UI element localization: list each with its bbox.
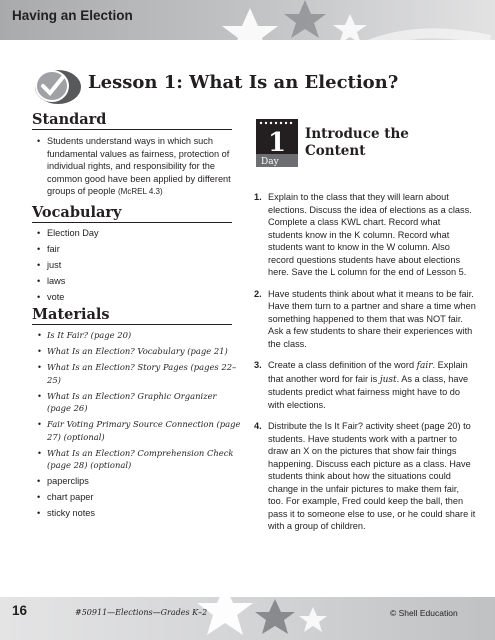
- steps-list: [254, 191, 476, 542]
- step-item: 2. Have students think about what it means to be fair. Have them turn to a partner and share a time when something happened to them that was NOT fair. Ask a few students to share their experiences with the class.: [254, 288, 476, 349]
- materials-list: [37, 329, 242, 523]
- list-item: • sticky notes: [37, 507, 242, 520]
- materials-rule: [32, 324, 232, 325]
- list-item: • Election Day: [37, 227, 232, 240]
- page-number: 16: [12, 603, 28, 618]
- list-item: • chart paper: [37, 491, 242, 504]
- day-title: Introduce the Content: [305, 126, 409, 159]
- vocabulary-list: [37, 227, 232, 307]
- list-item: • What Is an Election? Graphic Organizer (page 26): [37, 390, 242, 415]
- standard-rule: [32, 129, 232, 130]
- stars-decoration-top: [190, 0, 495, 62]
- lesson-title: Lesson 1: What Is an Election?: [88, 72, 399, 93]
- footer-publisher: © Shell Education: [390, 608, 458, 618]
- day-calendar-icon: [255, 118, 299, 168]
- day-number: 1: [267, 128, 287, 158]
- materials-heading: Materials: [32, 306, 110, 323]
- stars-decoration-bottom: [195, 585, 335, 640]
- list-item: • Is It Fair? (page 20): [37, 329, 242, 342]
- step-item: 1. Explain to the class that they will learn about elections. Discuss the idea of elections as a class. Complete a class KWL chart. Record what students know in the K column. Record what students want to know in the W column. Also record questions students have about elections here. Save the L column for the end of Lesson 5.: [254, 192, 472, 277]
- step-item: 3. Create a class definition of the word fair. Explain that another word for fair is just. As a class, have students predict what fairness might have to do with elections.: [254, 360, 469, 410]
- standard-list: [37, 135, 232, 202]
- list-item: • just: [37, 259, 232, 272]
- list-item: • vote: [37, 291, 232, 304]
- list-item: • What Is an Election? Comprehension Check (page 28) (optional): [37, 447, 242, 472]
- standard-text: • Students understand ways in which such fundamental values as fairness, protection of individual rights, and responsibility for the common good have been applied by different groups of people (McREL 4.3): [37, 135, 232, 199]
- day-label: Day: [261, 157, 279, 167]
- list-item: • What Is an Election? Vocabulary (page 21): [37, 345, 242, 358]
- list-item: • laws: [37, 275, 232, 288]
- checkmark-badge-icon: [30, 65, 82, 107]
- step-item: 4. Distribute the Is It Fair? activity sheet (page 20) to students. Have students work with a partner to draw an X on the pictures that show fair things happening. Discuss each picture as a class. Have students think about how the situations could change in the unfair pictures to make them fair, too. For example, Fred could keep the ball, then pass it to someone else to use, or he could share it with a group of children.: [254, 421, 476, 531]
- standard-heading: Standard: [32, 111, 107, 128]
- vocabulary-rule: [32, 222, 232, 223]
- list-item: • Fair Voting Primary Source Connection (page 27) (optional): [37, 418, 242, 443]
- footer-product-code: #50911—Elections—Grades K–2: [75, 608, 208, 617]
- vocabulary-heading: Vocabulary: [32, 204, 122, 221]
- list-item: • What Is an Election? Story Pages (pages 22–25): [37, 361, 242, 386]
- header-title: Having an Election: [12, 8, 133, 23]
- list-item: • fair: [37, 243, 232, 256]
- list-item: • paperclips: [37, 475, 242, 488]
